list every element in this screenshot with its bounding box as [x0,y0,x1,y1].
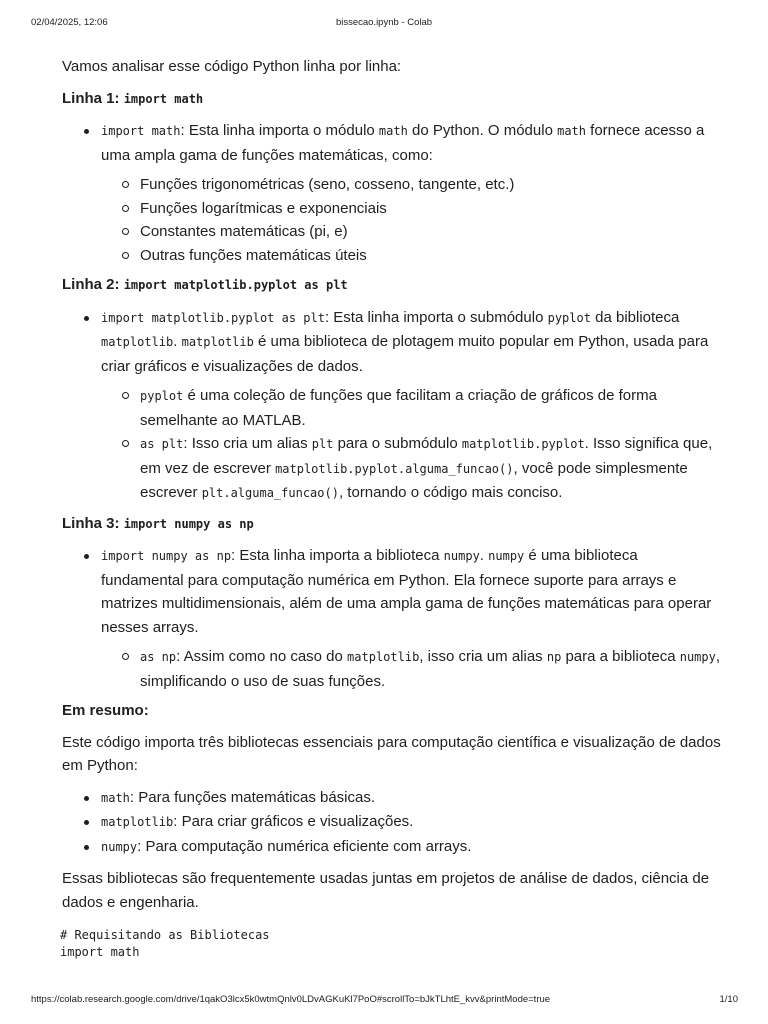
inline-code: matplotlib [181,335,254,349]
intro-paragraph: Vamos analisar esse código Python linha por linha: [62,58,402,75]
inline-code: numpy [679,650,716,664]
inline-code: numpy [488,549,525,563]
summary-heading: Em resumo: [62,702,149,719]
list-item: Constantes matemáticas (pi, e) [101,220,722,244]
bullet-text: : Para funções matemáticas básicas. [129,788,376,806]
list-item [62,835,722,860]
inline-code: as np [140,650,177,664]
inline-code: as plt [140,437,184,451]
inline-code: pyplot [140,389,184,403]
line2-heading [62,273,722,298]
inline-code: matplotlib.pyplot [461,437,585,451]
line3-label: Linha 3: [62,514,120,532]
inline-code: numpy [443,549,480,563]
bullet-text: é uma biblioteca fundamental para computação numérica em Python. Ela fornece suporte para arrays e matrizes multidimensionais, além de uma ampla gama de funções matemáticas para operar nesses arrays. [101,547,712,636]
line2-list [62,306,722,506]
notebook-text-cell [62,55,722,914]
bullet-text: da biblioteca [590,308,680,326]
list-item: Funções logarítmicas e exponenciais [101,197,722,221]
inline-code: math [378,124,408,138]
line1-label: Linha 1: [62,89,120,107]
inline-code: math [557,124,586,138]
inline-code: pyplot [547,310,591,325]
bullet-text: : Esta linha importa o módulo [180,122,379,139]
list-item [101,432,722,506]
bullet-text: é uma biblioteca de plotagem muito popular em Python, usada para criar gráficos e visualizações de dados. [101,333,709,375]
bullet-text: . [479,547,489,564]
bullet-text: , isso cria um alias [419,648,547,665]
list-item [62,810,722,835]
bullet-text: , tornando o código mais conciso. [338,484,563,501]
line3-bullet [62,544,722,693]
inline-code: matplotlib [101,335,174,349]
inline-code: np [546,650,562,664]
inline-code: matplotlib [347,650,420,664]
bullet-text: : Esta linha importa a biblioteca [231,547,444,564]
inline-code: import numpy as np [101,549,232,563]
code-line: import math [60,945,140,959]
bullet-text: . Isso significa que, em vez de escrever [140,435,713,477]
list-item [62,786,722,811]
bullet-text: : Para computação numérica eficiente com arrays. [137,837,472,855]
print-url: https://colab.research.google.com/drive/1qakO3lcx5k0wtmQnlv0LDvAGKuKl7PoO#scrollTo=bJkTLhtE_kvv&printMode=true [31,994,551,1005]
closing-paragraph: Essas bibliotecas são frequentemente usadas juntas em projetos de análise de dados, ciência de dados e engenharia. [62,870,710,911]
line2-label: Linha 2: [62,276,120,293]
bullet-text: : Assim como no caso do [176,648,348,665]
line1-bullet [62,119,722,267]
list-item [101,645,722,693]
line1-heading [62,87,722,112]
inline-code: import matplotlib.pyplot as plt [101,310,325,325]
bullet-text: , você pode simplesmente escrever [140,459,688,501]
line1-code: import math [123,91,204,106]
list-item: Funções trigonométricas (seno, cosseno, tangente, etc.) [101,173,722,197]
bullet-text: : Para criar gráficos e visualizações. [173,813,414,830]
print-datetime: 02/04/2025, 12:06 [31,17,108,28]
bullet-text: do Python. O módulo [407,122,558,139]
bullet-text: para a biblioteca [561,648,680,665]
print-page-title: bissecao.ipynb - Colab [335,17,433,28]
inline-code: numpy [101,839,138,854]
page-number: 1/10 [719,994,738,1005]
summary-paragraph: Este código importa três bibliotecas essenciais para computação científica e visualização de dados em Python: [62,733,721,774]
summary-list [62,786,722,860]
bullet-text: para o submódulo [333,435,462,452]
bullet-text: : Esta linha importa o submódulo [324,308,548,326]
line3-list [62,544,722,693]
line3-heading [62,512,722,537]
line1-list [62,119,722,267]
list-item: Outras funções matemáticas úteis [101,244,722,268]
line2-sublist [101,384,722,506]
line1-sublist [101,173,722,267]
line2-code: import matplotlib.pyplot as plt [123,278,348,292]
inline-code: plt [311,437,334,451]
bullet-text: fornece acesso a uma ampla gama de funções matemáticas, como: [101,122,705,164]
code-cell[interactable] [60,927,270,961]
line2-bullet [62,306,722,506]
bullet-text: : Isso cria um alias [183,435,312,452]
print-footer [0,994,768,1008]
inline-code: plt.alguma_funcao() [201,486,339,500]
inline-code: math [101,790,130,805]
inline-code: matplotlib [101,815,174,829]
line3-code: import numpy as np [123,516,254,531]
print-header [0,17,768,31]
inline-code: matplotlib.pyplot.alguma_funcao() [275,461,514,476]
bullet-text: . [173,333,182,350]
list-item [101,384,722,432]
inline-code: import math [101,124,181,138]
bullet-text: é uma coleção de funções que facilitam a criação de gráficos de forma semelhante ao MATLAB. [140,387,657,429]
bullet-text: , simplificando o uso de suas funções. [140,648,721,690]
code-line: # Requisitando as Bibliotecas [60,928,270,942]
line3-sublist [101,645,722,693]
